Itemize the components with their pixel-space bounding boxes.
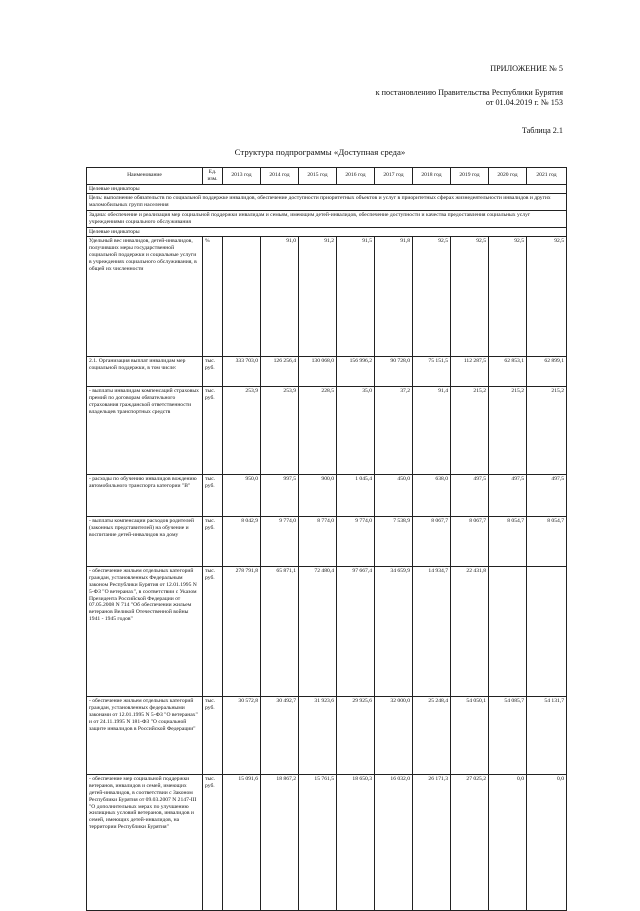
row-name: - выплаты инвалидам компенсаций страховых премий по договорам обязательного страхования гражданской ответственности владельцев транспортных средств bbox=[87, 387, 203, 475]
col-header: 2016 год bbox=[337, 168, 375, 185]
row-value: 16 032,0 bbox=[375, 775, 413, 911]
row-value: 8 774,0 bbox=[299, 517, 337, 567]
row-value: 27 025,2 bbox=[451, 775, 489, 911]
row-value: 900,0 bbox=[299, 475, 337, 517]
row-name: 2.1. Организация выплат инвалидам мер социальной поддержки, в том числе: bbox=[87, 357, 203, 387]
table-row bbox=[87, 237, 567, 357]
row-value: 97 667,4 bbox=[337, 567, 375, 697]
row-value: 0,0 bbox=[489, 775, 527, 911]
row-value: 253,9 bbox=[261, 387, 299, 475]
row-value: 90 728,0 bbox=[375, 357, 413, 387]
row-value bbox=[223, 237, 261, 357]
row-value: 997,5 bbox=[261, 475, 299, 517]
row-value: 30 492,7 bbox=[261, 697, 299, 775]
row-value: 54 085,7 bbox=[489, 697, 527, 775]
row-value: 228,5 bbox=[299, 387, 337, 475]
row-value bbox=[489, 567, 527, 697]
row-value: 0,0 bbox=[527, 775, 567, 911]
row-value: 92,5 bbox=[451, 237, 489, 357]
row-value: 1 045,4 bbox=[337, 475, 375, 517]
row-value: 638,0 bbox=[413, 475, 451, 517]
row-unit: тыс. руб. bbox=[203, 775, 223, 911]
row-value: 91,2 bbox=[299, 237, 337, 357]
row-value: 92,5 bbox=[489, 237, 527, 357]
row-value: 35,0 bbox=[337, 387, 375, 475]
row-value: 72 480,4 bbox=[299, 567, 337, 697]
row-unit: тыс. руб. bbox=[203, 517, 223, 567]
row-value: 14 934,7 bbox=[413, 567, 451, 697]
row-value: 8 067,7 bbox=[413, 517, 451, 567]
row-value: 37,2 bbox=[375, 387, 413, 475]
row-value: 333 703,0 bbox=[223, 357, 261, 387]
row-value: 112 287,5 bbox=[451, 357, 489, 387]
row-value: 34 659,9 bbox=[375, 567, 413, 697]
row-unit: тыс. руб. bbox=[203, 567, 223, 697]
row-value: 31 923,6 bbox=[299, 697, 337, 775]
row-value: 8 067,7 bbox=[451, 517, 489, 567]
table-row bbox=[87, 475, 567, 517]
row-value: 26 171,3 bbox=[413, 775, 451, 911]
appendix-label: ПРИЛОЖЕНИЕ № 5 bbox=[490, 64, 563, 73]
row-value: 8 054,7 bbox=[527, 517, 567, 567]
col-header: 2019 год bbox=[451, 168, 489, 185]
row-value: 497,5 bbox=[527, 475, 567, 517]
row-value: 215,2 bbox=[489, 387, 527, 475]
section-indicators-title: Целевые индикаторы bbox=[87, 184, 567, 194]
row-value: 15 091,6 bbox=[223, 775, 261, 911]
row-unit: тыс. руб. bbox=[203, 697, 223, 775]
row-value: 497,5 bbox=[451, 475, 489, 517]
col-header: 2014 год bbox=[261, 168, 299, 185]
table-number: Таблица 2.1 bbox=[521, 126, 563, 135]
col-header: Ед. изм. bbox=[203, 168, 223, 185]
row-value: 91,4 bbox=[413, 387, 451, 475]
row-unit: тыс. руб. bbox=[203, 357, 223, 387]
row-value: 126 256,4 bbox=[261, 357, 299, 387]
row-value: 92,5 bbox=[527, 237, 567, 357]
table-header-row bbox=[87, 168, 567, 185]
section-task: Задача: обеспечение и реализация мер социальной поддержки инвалидам и семьям, имеющим детей-инвалидов, обеспечение доступности и качества предоставления социальных услуг учреждениями социального обслуживания bbox=[87, 210, 567, 227]
table-row bbox=[87, 567, 567, 697]
row-unit: тыс. руб. bbox=[203, 387, 223, 475]
table-row bbox=[87, 357, 567, 387]
row-value: 22 431,8 bbox=[451, 567, 489, 697]
row-value: 25 248,4 bbox=[413, 697, 451, 775]
row-value: 30 572,8 bbox=[223, 697, 261, 775]
col-header: Наименование bbox=[87, 168, 203, 185]
row-value: 91,8 bbox=[375, 237, 413, 357]
row-value: 450,0 bbox=[375, 475, 413, 517]
row-name: Удельный вес инвалидов, детей-инвалидов, получивших меры государственной социальной поддержки и социальные услуги в учреждениях социального обслуживания, в общей их численности bbox=[87, 237, 203, 357]
row-unit: % bbox=[203, 237, 223, 357]
row-value: 92,5 bbox=[413, 237, 451, 357]
section-row bbox=[87, 184, 567, 194]
col-header: 2020 год bbox=[489, 168, 527, 185]
section-row bbox=[87, 194, 567, 211]
table-row bbox=[87, 775, 567, 911]
row-value: 8 042,9 bbox=[223, 517, 261, 567]
row-value: 7 538,9 bbox=[375, 517, 413, 567]
row-value: 950,0 bbox=[223, 475, 261, 517]
row-value: 253,9 bbox=[223, 387, 261, 475]
row-value: 91,5 bbox=[337, 237, 375, 357]
section-goal: Цель: выполнение обязательств по социальной поддержке инвалидов, обеспечение доступности приоритетных объектов и услуг в приоритетных сферах жизнедеятельности инвалидов и других маломобильных групп населения bbox=[87, 194, 567, 211]
row-value: 9 774,0 bbox=[261, 517, 299, 567]
row-value: 62 853,1 bbox=[489, 357, 527, 387]
table-row bbox=[87, 387, 567, 475]
col-header: 2018 год bbox=[413, 168, 451, 185]
row-value: 8 054,7 bbox=[489, 517, 527, 567]
row-value: 62 899,1 bbox=[527, 357, 567, 387]
row-value: 29 925,6 bbox=[337, 697, 375, 775]
row-name: - расходы по обучению инвалидов вождению автомобильного транспорта категории "В" bbox=[87, 475, 203, 517]
row-name: - обеспечение жильем отдельных категорий граждан, установленных Федеральным законом Республики Бурятия от 12.01.1995 N 5-ФЗ "О ветеранах", в соответствии с Указом Президента Российской Федерации от 07.05.2008 N 714 "Об обеспечении жильем ветеранов Великой Отечественной войны 1941 - 1945 годов" bbox=[87, 567, 203, 697]
section-indicators-row: Целевые индикаторы bbox=[87, 227, 567, 237]
structure-table bbox=[86, 167, 567, 911]
row-name: - обеспечение мер социальной поддержки ветеранов, инвалидов и семей, имеющих детей-инвалидов, в соответствии с Законом Республики Бурятия от 09.03.2007 N 2147-III "О дополнительных мерах по улучшению жилищных условий ветеранов, инвалидов и семей, имеющих детей-инвалидов, на территории Республики Бурятия" bbox=[87, 775, 203, 911]
resolution-date: от 01.04.2019 г. № 153 bbox=[485, 98, 563, 107]
row-value: 278 791,8 bbox=[223, 567, 261, 697]
row-name: - выплаты компенсации расходов родителей (законных представителей) на обучение и воспитание детей-инвалидов на дому bbox=[87, 517, 203, 567]
row-value: 9 774,0 bbox=[337, 517, 375, 567]
row-value: 91,0 bbox=[261, 237, 299, 357]
row-value: 15 761,5 bbox=[299, 775, 337, 911]
row-value: 54 050,1 bbox=[451, 697, 489, 775]
document-title: Структура подпрограммы «Доступная среда» bbox=[234, 147, 406, 157]
row-value bbox=[527, 567, 567, 697]
col-header: 2021 год bbox=[527, 168, 567, 185]
row-unit: тыс. руб. bbox=[203, 475, 223, 517]
row-value: 130 068,0 bbox=[299, 357, 337, 387]
table-row bbox=[87, 517, 567, 567]
row-value: 54 131,7 bbox=[527, 697, 567, 775]
row-value: 32 000,0 bbox=[375, 697, 413, 775]
row-value: 75 151,5 bbox=[413, 357, 451, 387]
row-value: 215,2 bbox=[451, 387, 489, 475]
col-header: 2013 год bbox=[223, 168, 261, 185]
row-value: 497,5 bbox=[489, 475, 527, 517]
section-row bbox=[87, 227, 567, 237]
section-row bbox=[87, 210, 567, 227]
resolution-label: к постановлению Правительства Республики Бурятия bbox=[375, 88, 563, 97]
col-header: 2017 год bbox=[375, 168, 413, 185]
table-row bbox=[87, 697, 567, 775]
row-name: - обеспечение жильем отдельных категорий граждан, установленных федеральными законами от 12.01.1995 N 5-ФЗ "О ветеранах" и от 24.11.1995 N 181-ФЗ "О социальной защите инвалидов в Российской Федерации" bbox=[87, 697, 203, 775]
row-value: 65 871,1 bbox=[261, 567, 299, 697]
col-header: 2015 год bbox=[299, 168, 337, 185]
row-value: 215,2 bbox=[527, 387, 567, 475]
row-value: 18 650,3 bbox=[337, 775, 375, 911]
row-value: 156 996,2 bbox=[337, 357, 375, 387]
row-value: 18 867,2 bbox=[261, 775, 299, 911]
